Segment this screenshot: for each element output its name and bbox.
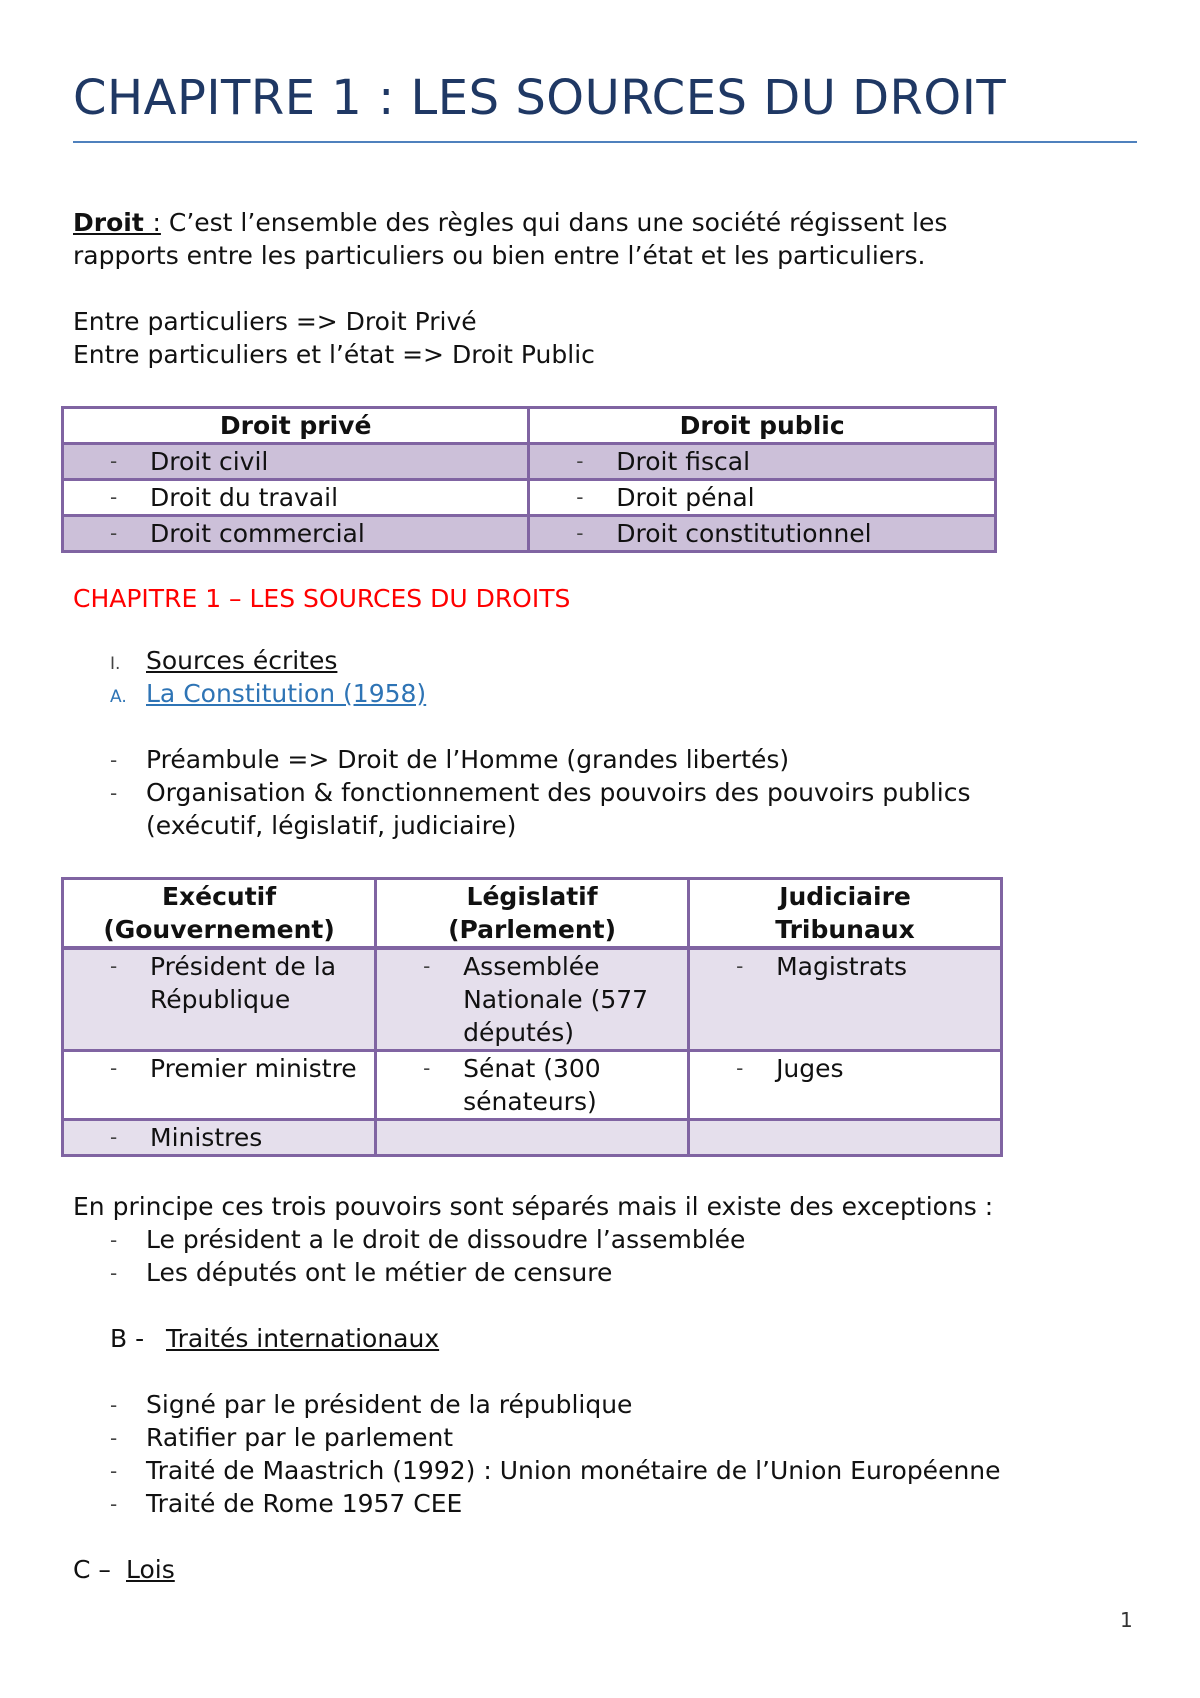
table-header-row bbox=[63, 879, 1002, 949]
header-line: Législatif bbox=[466, 882, 598, 911]
chapter-heading: CHAPITRE 1 – LES SOURCES DU DROITS bbox=[73, 584, 571, 613]
list-item: Préambule => Droit de l’Homme (grandes libertés) bbox=[146, 745, 790, 774]
section-sources-ecrites: Sources écrites bbox=[146, 646, 338, 675]
definition-text-1: C’est l’ensemble des règles qui dans une société régissent les bbox=[160, 208, 948, 237]
list-dash: - bbox=[110, 1056, 118, 1080]
table-cell: Droit civil bbox=[150, 447, 269, 476]
list-dash: - bbox=[110, 1228, 118, 1252]
list-dash: - bbox=[110, 449, 118, 473]
list-dash: - bbox=[736, 1056, 744, 1080]
table-row bbox=[63, 1051, 1002, 1120]
page-number: 1 bbox=[1120, 1608, 1133, 1632]
page-title: CHAPITRE 1 : LES SOURCES DU DROIT bbox=[73, 70, 1007, 126]
definition-term: Droit bbox=[73, 208, 153, 237]
principle-text: En principe ces trois pouvoirs sont séparés mais il existe des exceptions : bbox=[73, 1192, 994, 1221]
header-line: (Gouvernement) bbox=[103, 915, 335, 944]
subsection-traites: Traités internationaux bbox=[166, 1324, 440, 1353]
table-header-row bbox=[63, 408, 996, 444]
empty-cell bbox=[376, 1120, 689, 1156]
definition-line-2: rapports entre les particuliers ou bien entre l’état et les particuliers. bbox=[73, 241, 926, 270]
section-number: I. bbox=[110, 654, 121, 674]
list-dash: - bbox=[576, 485, 584, 509]
list-dash: - bbox=[110, 954, 118, 978]
list-dash: - bbox=[110, 1393, 118, 1417]
header-line: Judiciaire bbox=[779, 882, 911, 911]
header-legislatif bbox=[376, 879, 689, 949]
table-row bbox=[63, 444, 996, 480]
powers-table bbox=[61, 877, 1003, 1157]
list-dash: - bbox=[423, 1056, 431, 1080]
table-cell: Magistrats bbox=[776, 952, 908, 981]
subsection-a-number: A. bbox=[110, 687, 127, 707]
title-underline-rule bbox=[73, 141, 1137, 143]
header-droit-public: Droit public bbox=[529, 408, 996, 444]
table-cell: Assemblée Nationale (577 députés) bbox=[463, 952, 649, 1047]
list-dash: - bbox=[110, 748, 118, 772]
list-item: Ratifier par le parlement bbox=[146, 1423, 454, 1452]
relation-private: Entre particuliers => Droit Privé bbox=[73, 307, 477, 336]
table-row bbox=[63, 1120, 1002, 1156]
list-dash: - bbox=[736, 954, 744, 978]
header-line: Exécutif bbox=[161, 882, 277, 911]
table-cell: Droit commercial bbox=[150, 519, 365, 548]
subsection-lois: Lois bbox=[126, 1555, 175, 1584]
list-dash: - bbox=[110, 1426, 118, 1450]
list-item: Traité de Maastrich (1992) : Union monétaire de l’Union Européenne bbox=[146, 1456, 1001, 1485]
list-dash: - bbox=[110, 1125, 118, 1149]
header-droit-prive: Droit privé bbox=[63, 408, 529, 444]
list-dash: - bbox=[110, 1261, 118, 1285]
table-row bbox=[63, 480, 996, 516]
table-cell: Droit fiscal bbox=[616, 447, 751, 476]
header-executif bbox=[63, 879, 376, 949]
table-cell: Premier ministre bbox=[150, 1054, 357, 1083]
empty-cell bbox=[689, 1120, 1002, 1156]
list-dash: - bbox=[110, 485, 118, 509]
table-cell: Droit constitutionnel bbox=[616, 519, 872, 548]
header-line: Tribunaux bbox=[775, 915, 915, 944]
subsection-constitution: La Constitution (1958) bbox=[146, 679, 427, 708]
list-item: Organisation & fonctionnement des pouvoirs des pouvoirs publics bbox=[146, 778, 971, 807]
table-cell: Ministres bbox=[150, 1123, 263, 1152]
table-cell: Juges bbox=[776, 1054, 844, 1083]
list-item: Le président a le droit de dissoudre l’assemblée bbox=[146, 1225, 746, 1254]
list-dash: - bbox=[110, 1492, 118, 1516]
list-dash: - bbox=[576, 521, 584, 545]
subsection-c-number: C – bbox=[73, 1555, 111, 1584]
subsection-b-number: B - bbox=[110, 1324, 145, 1353]
definition-colon: : bbox=[152, 208, 161, 237]
definition-line-1 bbox=[73, 206, 947, 239]
table-row bbox=[63, 516, 996, 552]
list-dash: - bbox=[110, 781, 118, 805]
relation-public: Entre particuliers et l’état => Droit Public bbox=[73, 340, 595, 369]
table-row bbox=[63, 948, 1002, 1051]
list-dash: - bbox=[110, 1459, 118, 1483]
list-item: Signé par le président de la république bbox=[146, 1390, 633, 1419]
list-item: Traité de Rome 1957 CEE bbox=[146, 1489, 463, 1518]
list-item-continuation: (exécutif, législatif, judiciaire) bbox=[146, 811, 517, 840]
header-judiciaire bbox=[689, 879, 1002, 949]
table-cell: Sénat (300 sénateurs) bbox=[463, 1054, 601, 1116]
table-cell: Président de la République bbox=[150, 952, 337, 1014]
list-item: Les députés ont le métier de censure bbox=[146, 1258, 613, 1287]
header-line: (Parlement) bbox=[448, 915, 617, 944]
list-dash: - bbox=[110, 521, 118, 545]
private-public-law-table bbox=[61, 406, 997, 553]
list-dash: - bbox=[423, 954, 431, 978]
table-cell: Droit pénal bbox=[616, 483, 755, 512]
list-dash: - bbox=[576, 449, 584, 473]
table-cell: Droit du travail bbox=[150, 483, 339, 512]
